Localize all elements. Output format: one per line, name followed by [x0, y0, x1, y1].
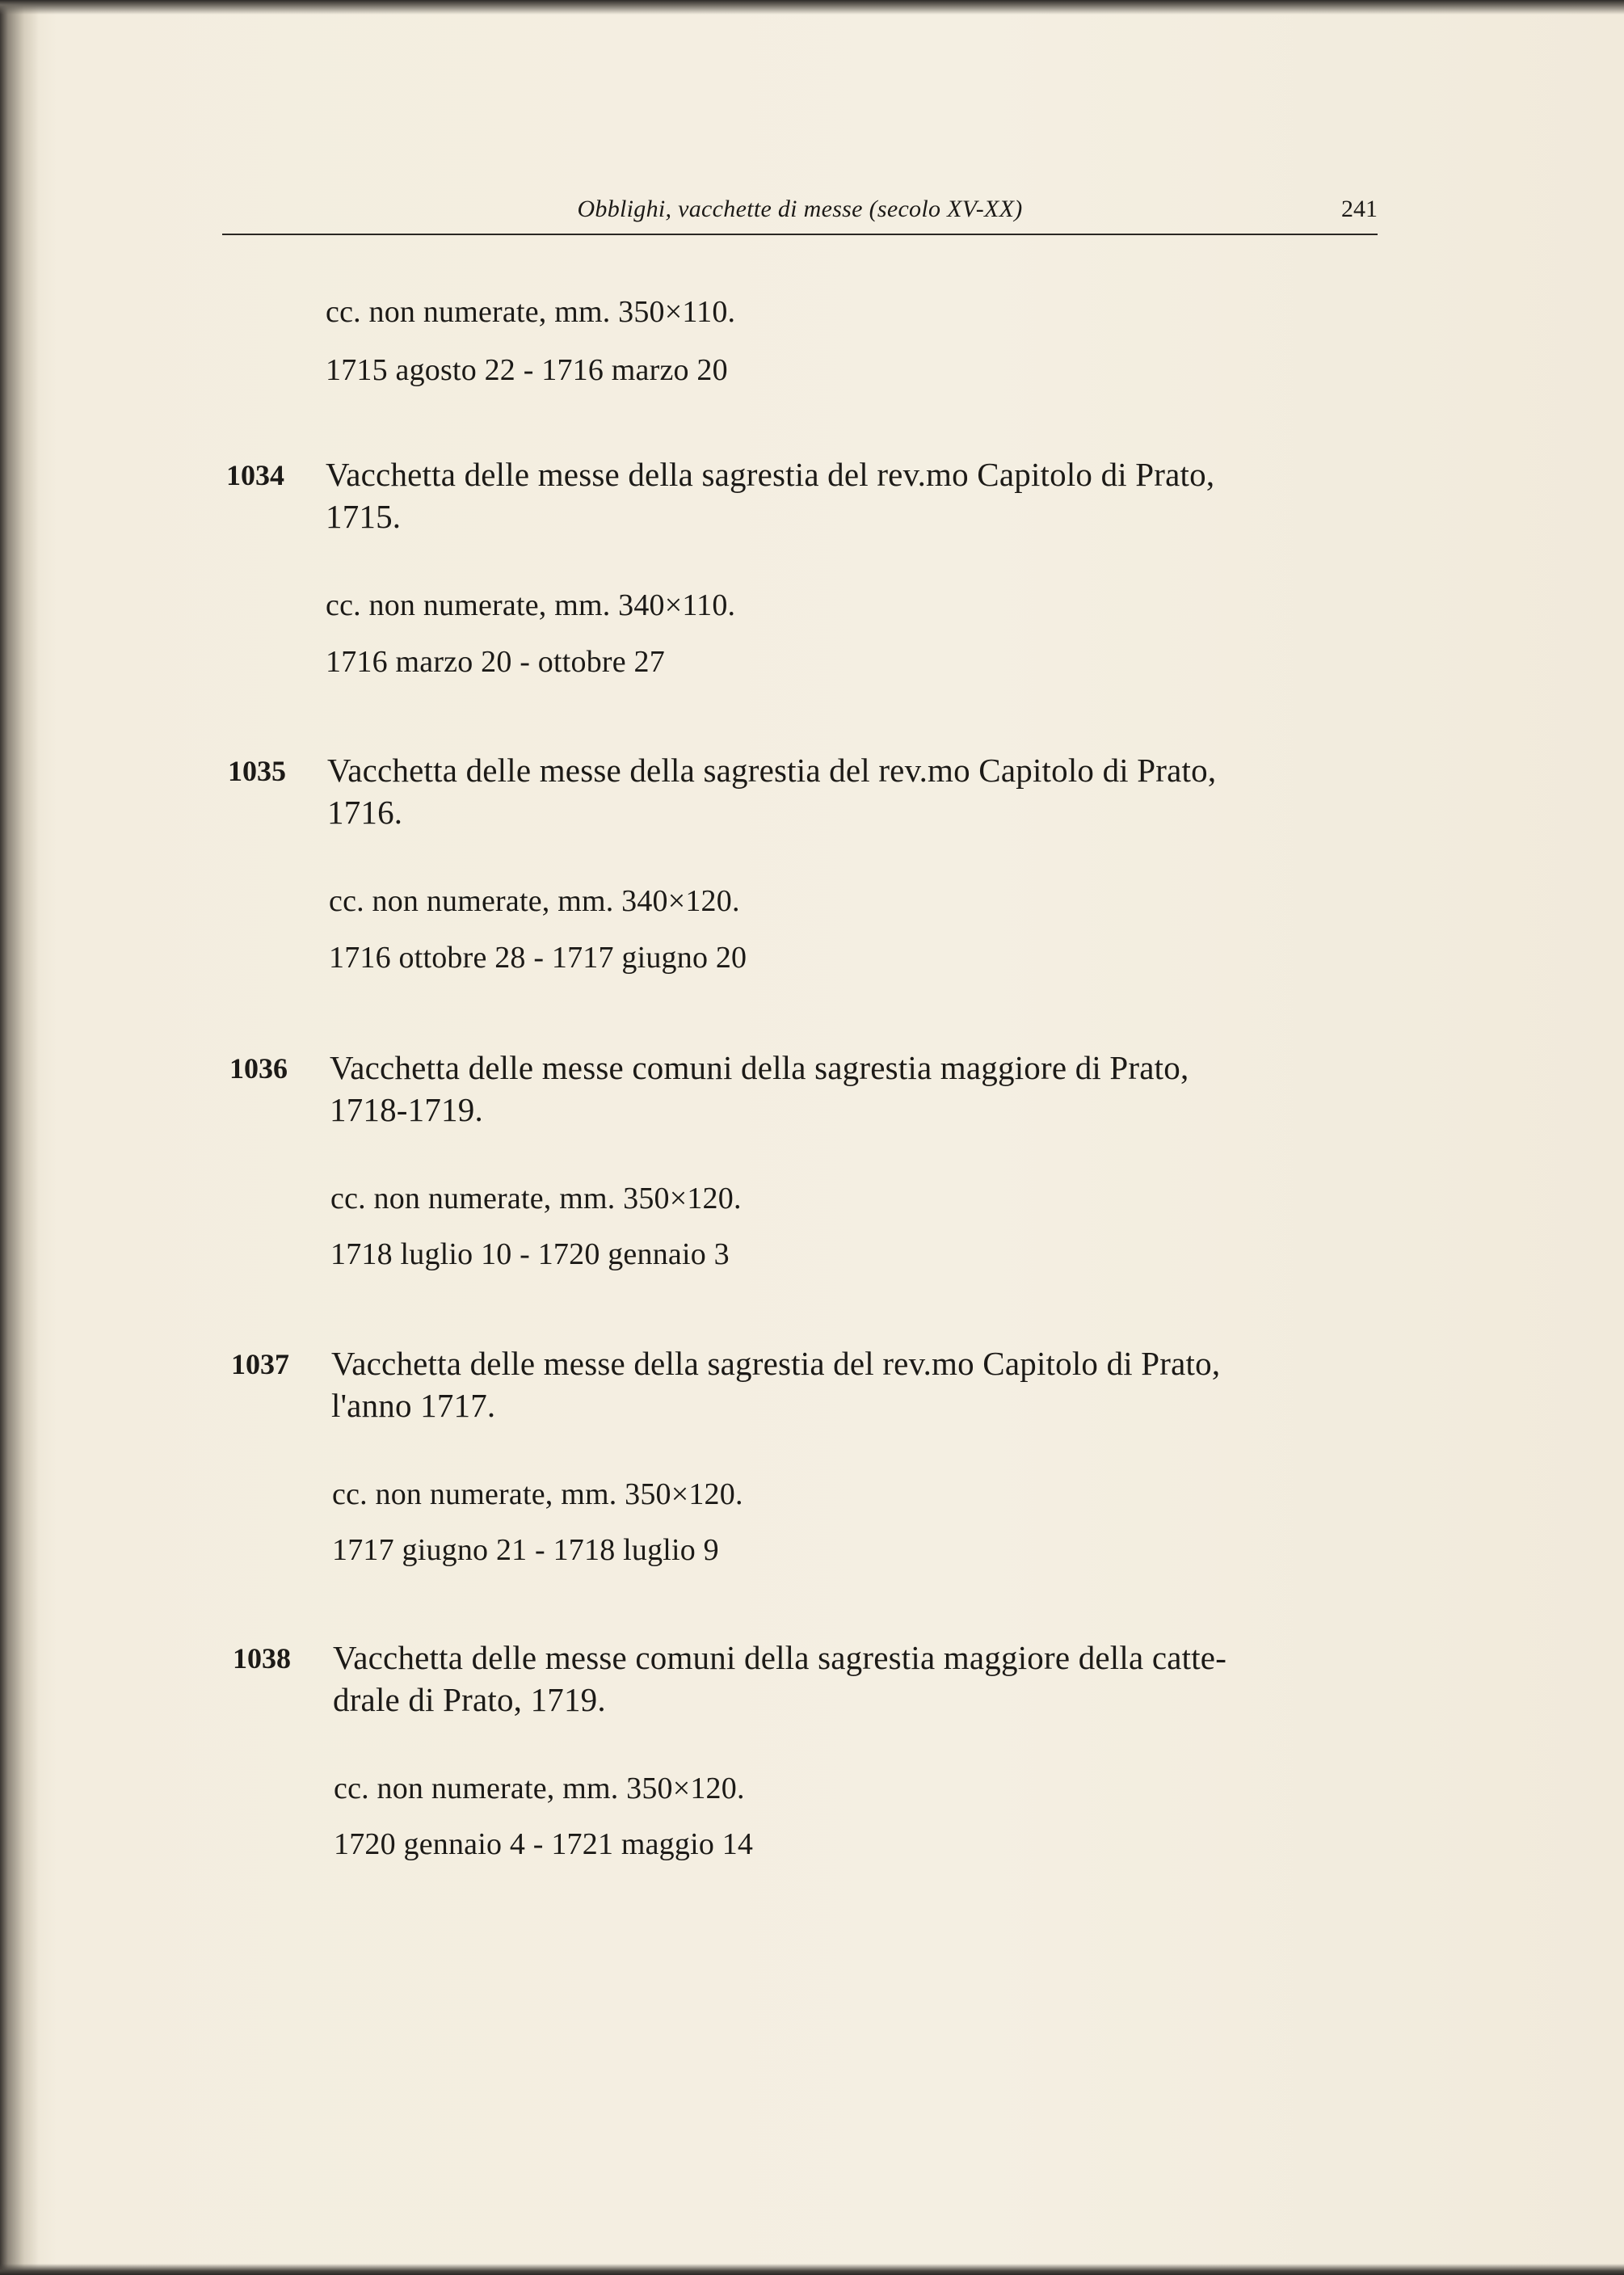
- bottom-edge-shadow: [0, 2264, 1624, 2275]
- entry-title-line2: l'anno 1717.: [331, 1387, 496, 1424]
- entry-dates: 1720 gennaio 4 - 1721 maggio 14: [334, 1827, 754, 1861]
- spine-shadow: [0, 0, 39, 2275]
- entry-title-line2: drale di Prato, 1719.: [333, 1681, 606, 1718]
- entry-number: 1034: [226, 459, 284, 491]
- continuation-dates: 1715 agosto 22 - 1716 marzo 20: [326, 353, 728, 387]
- entry-title-line2: 1718-1719.: [330, 1091, 483, 1128]
- page-number: 241: [1341, 196, 1378, 222]
- header-rule: [222, 234, 1378, 235]
- continuation-description: cc. non numerate, mm. 350×110.: [326, 295, 736, 329]
- entry-title-line2: 1715.: [326, 498, 402, 535]
- entry-title-line1: Vacchetta delle messe della sagrestia del rev.mo Capitolo di Prato,: [331, 1345, 1221, 1382]
- entry-number: 1035: [228, 755, 286, 787]
- entry-description: cc. non numerate, mm. 350×120.: [334, 1772, 745, 1805]
- entry-title-line1: Vacchetta delle messe della sagrestia del rev.mo Capitolo di Prato,: [327, 752, 1217, 789]
- running-title: Obblighi, vacchette di messe (secolo XV-XX): [577, 196, 1023, 222]
- entry-number: 1038: [233, 1642, 291, 1675]
- page-header: [222, 192, 1378, 233]
- entry-dates: 1716 ottobre 28 - 1717 giugno 20: [329, 941, 747, 975]
- entry-number: 1036: [229, 1052, 288, 1085]
- entry-description: cc. non numerate, mm. 350×120.: [332, 1477, 743, 1511]
- entry-title-line2: 1716.: [327, 794, 403, 831]
- entry-dates: 1716 marzo 20 - ottobre 27: [326, 645, 665, 679]
- entry-number: 1037: [231, 1348, 289, 1380]
- entry-description: cc. non numerate, mm. 340×110.: [326, 588, 736, 622]
- entry-title-line1: Vacchetta delle messe comuni della sagrestia maggiore di Prato,: [330, 1049, 1189, 1086]
- entry-title-line1: Vacchetta delle messe della sagrestia del rev.mo Capitolo di Prato,: [326, 456, 1215, 493]
- entry-dates: 1717 giugno 21 - 1718 luglio 9: [332, 1533, 719, 1567]
- entry-title-line1: Vacchetta delle messe comuni della sagrestia maggiore della catte-: [333, 1639, 1227, 1676]
- entry-dates: 1718 luglio 10 - 1720 gennaio 3: [330, 1237, 730, 1271]
- entry-description: cc. non numerate, mm. 340×120.: [329, 884, 740, 918]
- top-edge-shadow: [0, 0, 1624, 15]
- entry-description: cc. non numerate, mm. 350×120.: [330, 1182, 742, 1215]
